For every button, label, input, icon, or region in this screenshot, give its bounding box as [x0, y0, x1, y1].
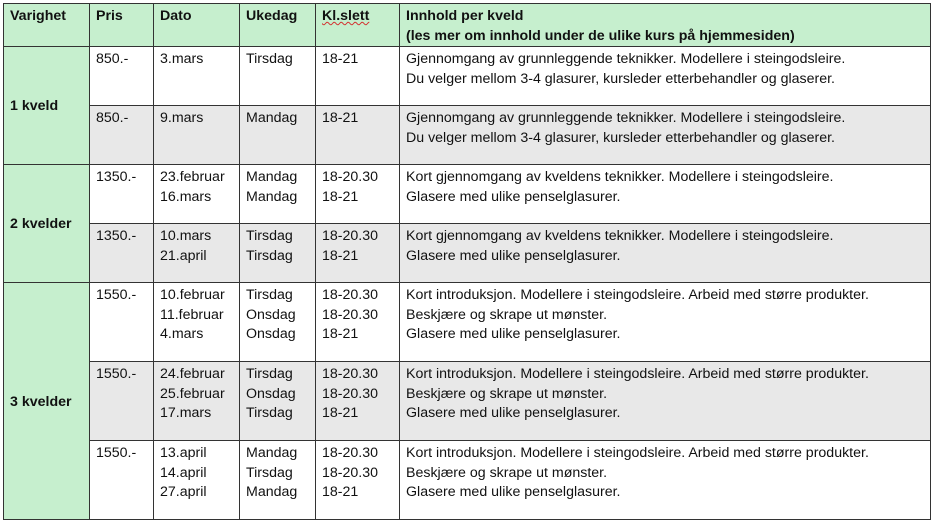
time-line: 18-21 — [322, 247, 359, 264]
price-cell: 1350.- — [90, 165, 154, 224]
date-line: 25.februar — [160, 385, 225, 402]
table-body — [4, 47, 931, 520]
header-klslett-text: Kl.slett — [322, 8, 370, 24]
time-line: 18-21 — [322, 326, 359, 343]
date-line: 14.april — [160, 464, 207, 481]
time-line: 18-20.30 — [322, 385, 379, 402]
time-line: 18-21 — [322, 188, 359, 205]
date-line: 13.april — [160, 445, 207, 462]
date-line: 3.mars — [160, 51, 204, 68]
content-cell — [400, 441, 931, 520]
weekday-cell — [240, 165, 316, 224]
content-line: Gjennomgang av grunnleggende teknikker. Modellere i steingodsleire. — [406, 110, 846, 127]
content-line: Kort introduksjon. Modellere i steingodsleire. Arbeid med større produkter. — [406, 445, 869, 462]
content-line: Glasere med ulike penselglasurer. — [406, 188, 621, 205]
time-cell — [316, 283, 400, 362]
weekday-line: Tirsdag — [246, 51, 293, 68]
content-line: Glasere med ulike penselglasurer. — [406, 326, 621, 343]
content-line: Du velger mellom 3-4 glasurer, kursleder etterbehandler og glaserer. — [406, 129, 835, 146]
weekday-line: Tirsdag — [246, 247, 293, 264]
weekday-line: Mandag — [246, 169, 298, 186]
table-row — [4, 224, 931, 283]
content-line: Beskjære og skrape ut mønster. — [406, 385, 608, 402]
header-ukedag: Ukedag — [240, 4, 316, 47]
weekday-line: Tirsdag — [246, 287, 293, 304]
price-cell: 1550.- — [90, 362, 154, 441]
time-cell — [316, 106, 400, 165]
time-line: 18-20.30 — [322, 366, 379, 383]
duration-cell: 1 kveld — [4, 47, 90, 165]
content-cell — [400, 362, 931, 441]
time-line: 18-20.30 — [322, 306, 379, 323]
content-line: Beskjære og skrape ut mønster. — [406, 464, 608, 481]
weekday-cell — [240, 47, 316, 106]
weekday-line: Mandag — [246, 445, 298, 462]
duration-cell: 2 kvelder — [4, 165, 90, 283]
date-cell — [154, 165, 240, 224]
time-line: 18-20.30 — [322, 287, 379, 304]
table-row — [4, 441, 931, 520]
date-line: 16.mars — [160, 188, 212, 205]
time-line: 18-21 — [322, 110, 359, 127]
weekday-line: Tirsdag — [246, 405, 293, 422]
weekday-line: Onsdag — [246, 306, 296, 323]
time-cell — [316, 47, 400, 106]
date-line: 10.februar — [160, 287, 225, 304]
time-cell — [316, 441, 400, 520]
date-line: 11.februar — [160, 306, 224, 323]
table-row — [4, 47, 931, 106]
date-line: 21.april — [160, 247, 207, 264]
table-row — [4, 362, 931, 441]
weekday-line: Tirsdag — [246, 464, 293, 481]
header-varighet: Varighet — [4, 4, 90, 47]
duration-cell: 3 kvelder — [4, 283, 90, 520]
date-cell — [154, 106, 240, 165]
date-cell — [154, 283, 240, 362]
content-line: Kort gjennomgang av kveldens teknikker. Modellere i steingodsleire. — [406, 169, 834, 186]
date-cell — [154, 362, 240, 441]
weekday-cell — [240, 362, 316, 441]
date-cell — [154, 47, 240, 106]
weekday-line: Mandag — [246, 484, 298, 501]
time-line: 18-21 — [322, 484, 359, 501]
content-cell — [400, 283, 931, 362]
table-row — [4, 106, 931, 165]
time-line: 18-21 — [322, 405, 359, 422]
time-line: 18-20.30 — [322, 464, 379, 481]
content-line: Du velger mellom 3-4 glasurer, kursleder etterbehandler og glaserer. — [406, 70, 835, 87]
weekday-line: Tirsdag — [246, 366, 293, 383]
table-row — [4, 283, 931, 362]
weekday-cell — [240, 106, 316, 165]
date-line: 4.mars — [160, 326, 204, 343]
weekday-line: Onsdag — [246, 385, 296, 402]
price-cell: 1550.- — [90, 441, 154, 520]
time-line: 18-20.30 — [322, 169, 379, 186]
weekday-line: Onsdag — [246, 326, 296, 343]
weekday-cell — [240, 283, 316, 362]
date-line: 10.mars — [160, 228, 212, 245]
content-line: Gjennomgang av grunnleggende teknikker. Modellere i steingodsleire. — [406, 51, 846, 68]
date-cell — [154, 224, 240, 283]
content-line: Glasere med ulike penselglasurer. — [406, 405, 621, 422]
time-cell — [316, 362, 400, 441]
time-line: 18-21 — [322, 51, 359, 68]
weekday-line: Mandag — [246, 188, 298, 205]
time-cell — [316, 165, 400, 224]
weekday-cell — [240, 224, 316, 283]
date-line: 9.mars — [160, 110, 204, 127]
time-line: 18-20.30 — [322, 445, 379, 462]
content-line: Glasere med ulike penselglasurer. — [406, 484, 621, 501]
date-line: 24.februar — [160, 366, 225, 383]
content-cell — [400, 165, 931, 224]
date-line: 27.april — [160, 484, 207, 501]
content-cell — [400, 106, 931, 165]
weekday-line: Tirsdag — [246, 228, 293, 245]
weekday-cell — [240, 441, 316, 520]
price-cell: 850.- — [90, 106, 154, 165]
content-line: Glasere med ulike penselglasurer. — [406, 247, 621, 264]
header-innhold-note: (les mer om innhold under de ulike kurs på hjemmesiden) — [406, 27, 795, 44]
header-dato: Dato — [154, 4, 240, 47]
content-line: Beskjære og skrape ut mønster. — [406, 306, 608, 323]
price-cell: 1350.- — [90, 224, 154, 283]
header-klslett — [316, 4, 400, 47]
weekday-line: Mandag — [246, 110, 298, 127]
content-line: Kort gjennomgang av kveldens teknikker. Modellere i steingodsleire. — [406, 228, 834, 245]
header-innhold — [400, 4, 931, 47]
header-pris: Pris — [90, 4, 154, 47]
content-cell — [400, 224, 931, 283]
price-cell: 1550.- — [90, 283, 154, 362]
content-line: Kort introduksjon. Modellere i steingodsleire. Arbeid med større produkter. — [406, 287, 869, 304]
course-schedule-table — [3, 3, 931, 520]
date-line: 17.mars — [160, 405, 212, 422]
date-line: 23.februar — [160, 169, 225, 186]
date-cell — [154, 441, 240, 520]
content-line: Kort introduksjon. Modellere i steingodsleire. Arbeid med større produkter. — [406, 366, 869, 383]
header-innhold-title: Innhold per kveld — [406, 8, 524, 24]
price-cell: 850.- — [90, 47, 154, 106]
time-cell — [316, 224, 400, 283]
header-row — [4, 4, 931, 47]
time-line: 18-20.30 — [322, 228, 379, 245]
content-cell — [400, 47, 931, 106]
table-row — [4, 165, 931, 224]
